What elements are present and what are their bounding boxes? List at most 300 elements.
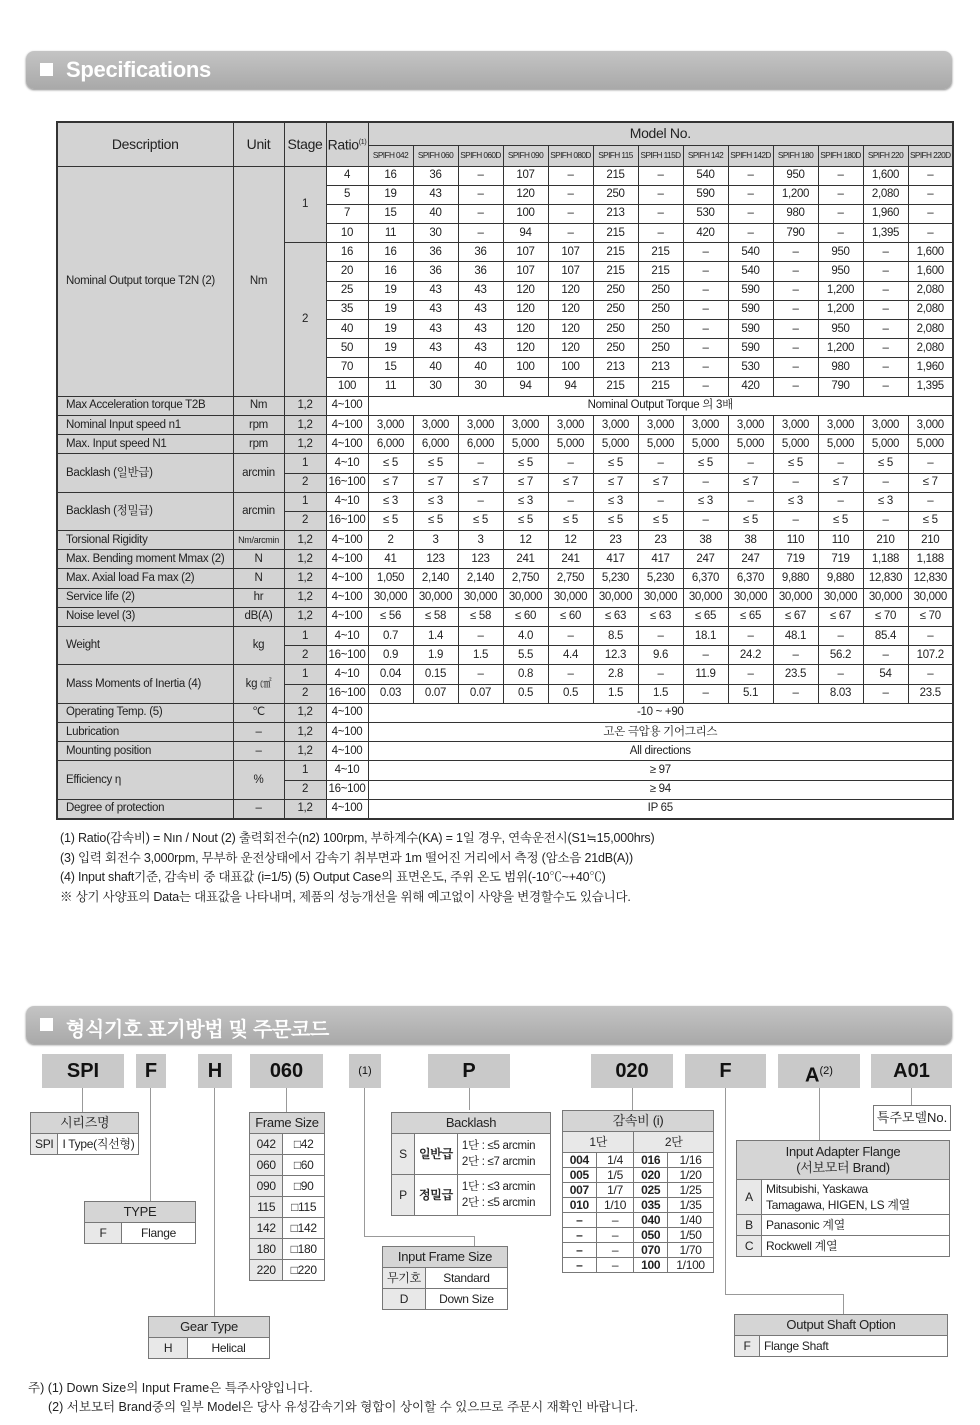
value-cell: 0.03 [368, 684, 413, 703]
value-cell: 30,000 [908, 588, 953, 607]
output-shaft-title: Output Shaft Option [735, 1315, 948, 1336]
value-cell: 719 [818, 550, 863, 569]
value-cell: – [863, 281, 908, 300]
frame-size: □220 [283, 1260, 325, 1281]
ratio-code: 010 [563, 1198, 597, 1213]
ratio-row [563, 1228, 714, 1243]
row-description: Max Acceleration torque T2B [57, 396, 233, 415]
value-cell: – [863, 262, 908, 281]
value-cell: 6,370 [728, 569, 773, 588]
value-cell: 3,000 [413, 415, 458, 434]
specifications-banner [26, 51, 952, 89]
row-unit: – [233, 722, 284, 741]
value-cell: 213 [638, 358, 683, 377]
value-cell: 3,000 [908, 415, 953, 434]
connector-line [819, 1088, 820, 1140]
output-shaft-key: F [735, 1336, 760, 1357]
value-cell: ≤ 5 [368, 511, 413, 530]
value-cell: – [683, 684, 728, 703]
value-cell: 5,000 [593, 435, 638, 454]
ratio-code: 020 [634, 1168, 668, 1183]
value-cell: 241 [548, 550, 593, 569]
value-cell: 950 [818, 320, 863, 339]
value-cell: ≤ 5 [503, 511, 548, 530]
value-cell: 250 [593, 281, 638, 300]
ratio-cell: 4~100 [326, 799, 368, 819]
value-cell: 215 [593, 262, 638, 281]
value-cell: ≤ 7 [503, 473, 548, 492]
value-cell: 2,080 [908, 300, 953, 319]
specifications-table [56, 121, 954, 820]
value-cell: 30 [413, 224, 458, 243]
value-cell: ≤ 60 [503, 607, 548, 626]
row-description: Efficiency η [57, 761, 233, 799]
backlash-title: Backlash [392, 1113, 551, 1134]
value-cell: 30,000 [413, 588, 458, 607]
value-cell: 107 [503, 166, 548, 185]
adapter-title-line1: Input Adapter Flange [785, 1144, 901, 1159]
input-adapter-table [736, 1140, 950, 1257]
stage-cell: 2 [284, 511, 326, 530]
value-cell: – [863, 243, 908, 262]
value-cell: 250 [593, 185, 638, 204]
code-ratio: 020 [591, 1054, 673, 1088]
ratio-cell: 16 [326, 243, 368, 262]
model-header: SPIFH 180D [818, 145, 863, 166]
value-cell: 1.5 [593, 684, 638, 703]
value-cell: ≤ 5 [863, 454, 908, 473]
backlash-row [392, 1175, 551, 1216]
row-unit: kg ㎠ [233, 665, 284, 703]
value-cell: – [548, 627, 593, 646]
value-cell: – [458, 492, 503, 511]
header-model-no: Model No. [368, 122, 953, 145]
value-cell: 3,000 [638, 415, 683, 434]
value-cell: 247 [728, 550, 773, 569]
backlash-row [392, 1134, 551, 1175]
stage-cell: 1,2 [284, 607, 326, 626]
frame-code: 115 [250, 1197, 283, 1218]
ratio-cell: 4~100 [326, 588, 368, 607]
stage-cell: 1,2 [284, 742, 326, 761]
ratio-cell: 100 [326, 377, 368, 396]
value-cell: – [728, 627, 773, 646]
ratio-fraction: 1/25 [668, 1183, 714, 1198]
note-line: (3) 입력 회전수 3,000rpm, 무부하 운전상태에서 감속기 취부면과 1m 떨어진 거리에서 측정 (암소음 21dB(A)) [60, 850, 633, 865]
backlash-spec [457, 1134, 550, 1175]
value-cell: 6,370 [683, 569, 728, 588]
value-cell: 43 [413, 320, 458, 339]
value-cell: 590 [728, 320, 773, 339]
value-cell: ≤ 56 [368, 607, 413, 626]
value-cell: 3,000 [863, 415, 908, 434]
value-cell: 24.2 [728, 646, 773, 665]
ratio-fraction: 1/70 [668, 1243, 714, 1258]
value-cell: ≤ 67 [818, 607, 863, 626]
stage-cell: 1,2 [284, 588, 326, 607]
value-cell: – [683, 262, 728, 281]
value-cell: 215 [593, 166, 638, 185]
value-cell: – [863, 300, 908, 319]
ratio-cell: 10 [326, 224, 368, 243]
connector-line [725, 1294, 843, 1295]
connector-line [82, 1088, 83, 1112]
value-cell: ≤ 7 [818, 473, 863, 492]
series-value: I Type(직선형) [58, 1134, 139, 1155]
value-cell: 19 [368, 281, 413, 300]
row-unit: kg [233, 627, 284, 665]
output-shaft-table [734, 1314, 948, 1357]
connector-line [150, 1088, 151, 1202]
stage-cell: 2 [284, 684, 326, 703]
value-cell: – [638, 224, 683, 243]
output-shaft-value: Flange Shaft [760, 1336, 948, 1357]
value-cell: ≤ 5 [773, 454, 818, 473]
value-cell: 120 [548, 281, 593, 300]
table-row [57, 703, 953, 722]
value-cell: 4.0 [503, 627, 548, 646]
value-cell: ≤ 5 [458, 511, 503, 530]
value-cell: 120 [548, 320, 593, 339]
value-cell: 12,830 [863, 569, 908, 588]
value-cell: ≤ 3 [593, 492, 638, 511]
value-cell: 1,200 [818, 339, 863, 358]
value-cell: 5,000 [818, 435, 863, 454]
model-header: SPIFH 142D [728, 145, 773, 166]
ratio-cell: 4~10 [326, 492, 368, 511]
value-cell: 107 [503, 243, 548, 262]
value-cell: – [863, 473, 908, 492]
frame-size: □60 [283, 1155, 325, 1176]
value-cell: 12.3 [593, 646, 638, 665]
value-cell: 30 [458, 377, 503, 396]
value-cell: 123 [413, 550, 458, 569]
value-cell: ≤ 5 [368, 454, 413, 473]
value-cell: 9,880 [818, 569, 863, 588]
stage-cell: 1,2 [284, 396, 326, 415]
code-input-frame: (1) [349, 1054, 381, 1088]
value-cell: 1,395 [863, 224, 908, 243]
value-cell: 247 [683, 550, 728, 569]
value-cell: 120 [548, 339, 593, 358]
value-cell: – [683, 320, 728, 339]
value-cell: 107 [503, 262, 548, 281]
value-cell: 0.8 [503, 665, 548, 684]
value-cell: – [818, 185, 863, 204]
value-cell: 213 [593, 358, 638, 377]
ratio-code: – [563, 1228, 597, 1243]
adapter-brand-line: Rockwell 계열 [766, 1239, 838, 1253]
gear-type-table [148, 1316, 270, 1359]
connector-line [843, 1294, 844, 1314]
input-frame-value: Down Size [425, 1289, 507, 1310]
table-row [57, 627, 953, 646]
table-row [57, 588, 953, 607]
value-cell: 950 [818, 243, 863, 262]
value-cell: 30,000 [818, 588, 863, 607]
connector-line [286, 1088, 287, 1112]
table-row [57, 166, 953, 185]
value-cell: – [728, 665, 773, 684]
table-row [57, 415, 953, 434]
value-cell: – [728, 454, 773, 473]
value-cell: – [728, 204, 773, 223]
torque-unit: Nm [233, 166, 284, 396]
value-cell: 590 [683, 185, 728, 204]
connector-line [474, 1236, 475, 1246]
value-cell: 950 [773, 166, 818, 185]
ratio-cell: 4~10 [326, 665, 368, 684]
stage-cell: 1 [284, 492, 326, 511]
value-cell: – [818, 224, 863, 243]
row-description: Max. Input speed N1 [57, 435, 233, 454]
stage-cell: 1,2 [284, 703, 326, 722]
ratio-code: 035 [634, 1198, 668, 1213]
input-frame-row [383, 1268, 508, 1289]
value-cell: 30,000 [683, 588, 728, 607]
value-cell: 0.07 [413, 684, 458, 703]
frame-size: □180 [283, 1239, 325, 1260]
value-cell: 417 [593, 550, 638, 569]
frame-row [250, 1134, 325, 1155]
value-cell: 3,000 [458, 415, 503, 434]
value-cell: – [548, 166, 593, 185]
merged-value-cell: IP 65 [368, 799, 953, 819]
model-header: SPIFH 060 [413, 145, 458, 166]
model-header: SPIFH 115 [593, 145, 638, 166]
value-cell: – [863, 377, 908, 396]
value-cell: ≤ 7 [728, 473, 773, 492]
value-cell: ≤ 3 [773, 492, 818, 511]
value-cell: 2 [368, 531, 413, 550]
value-cell: – [863, 684, 908, 703]
value-cell: 5,000 [863, 435, 908, 454]
backlash-stage1: 1단 : ≤5 arcmin [461, 1140, 536, 1152]
value-cell: 0.04 [368, 665, 413, 684]
frame-code: 220 [250, 1260, 283, 1281]
ratio-fraction: 1/5 [596, 1168, 634, 1183]
ratio-row [563, 1153, 714, 1168]
value-cell: ≤ 5 [728, 511, 773, 530]
value-cell: – [728, 492, 773, 511]
value-cell: 16 [368, 243, 413, 262]
torque-description: Nominal Output torque T2N (2) [57, 166, 233, 396]
value-cell: 8.03 [818, 684, 863, 703]
backlash-key: P [392, 1175, 415, 1216]
value-cell: 3,000 [503, 415, 548, 434]
input-frame-key: 무기호 [383, 1268, 426, 1289]
value-cell: 1.5 [458, 646, 503, 665]
value-cell: 15 [368, 204, 413, 223]
ratio-code: – [563, 1258, 597, 1273]
ratio-row [563, 1168, 714, 1183]
value-cell: 30,000 [458, 588, 503, 607]
value-cell: – [908, 627, 953, 646]
value-cell: – [908, 204, 953, 223]
table-row [57, 799, 953, 819]
value-cell: – [638, 204, 683, 223]
row-description: Max. Axial load Fa max (2) [57, 569, 233, 588]
value-cell: 5,000 [683, 435, 728, 454]
ratio-cell: 4~10 [326, 761, 368, 780]
value-cell: – [818, 492, 863, 511]
ratio-cell: 7 [326, 204, 368, 223]
value-cell: – [818, 627, 863, 646]
value-cell: 11 [368, 224, 413, 243]
section-title: Specifications [66, 57, 211, 82]
value-cell: ≤ 70 [908, 607, 953, 626]
row-description: Lubrication [57, 722, 233, 741]
gear-type-key: H [149, 1338, 188, 1359]
value-cell: 43 [458, 320, 503, 339]
value-cell: – [638, 492, 683, 511]
adapter-key: C [737, 1236, 762, 1257]
value-cell: 94 [548, 377, 593, 396]
value-cell: 241 [503, 550, 548, 569]
ratio-fraction: – [596, 1228, 634, 1243]
value-cell: ≤ 7 [593, 473, 638, 492]
value-cell: ≤ 3 [683, 492, 728, 511]
value-cell: – [458, 185, 503, 204]
stage-cell: 1,2 [284, 722, 326, 741]
ratio-code: 005 [563, 1168, 597, 1183]
value-cell: 215 [593, 224, 638, 243]
value-cell: 6,000 [368, 435, 413, 454]
value-cell: – [908, 166, 953, 185]
value-cell: 11.9 [683, 665, 728, 684]
backlash-stage2: 2단 : ≤7 arcmin [461, 1156, 536, 1168]
value-cell: 530 [728, 358, 773, 377]
input-frame-row [383, 1289, 508, 1310]
table-row [57, 742, 953, 761]
value-cell: – [773, 300, 818, 319]
value-cell: 5,000 [908, 435, 953, 454]
ratio-table [562, 1110, 714, 1273]
value-cell: 43 [458, 339, 503, 358]
value-cell: 3,000 [773, 415, 818, 434]
backlash-grade: 일반급 [415, 1134, 458, 1175]
value-cell: 1,600 [908, 243, 953, 262]
adapter-brand-line: Panasonic 계열 [766, 1218, 845, 1232]
adapter-key: A [737, 1180, 762, 1215]
value-cell: 107 [548, 243, 593, 262]
value-cell: 250 [593, 320, 638, 339]
frame-row [250, 1218, 325, 1239]
row-unit: rpm [233, 435, 284, 454]
value-cell: – [683, 473, 728, 492]
value-cell: 36 [413, 262, 458, 281]
value-cell: 43 [413, 300, 458, 319]
merged-value-cell: Nominal Output Torque 의 3배 [368, 396, 953, 415]
stage-cell: 1,2 [284, 531, 326, 550]
ratio-fraction: 1/50 [668, 1228, 714, 1243]
value-cell: ≤ 58 [458, 607, 503, 626]
frame-code: 090 [250, 1176, 283, 1197]
table-row [57, 550, 953, 569]
row-description: Mounting position [57, 742, 233, 761]
frame-code: 142 [250, 1218, 283, 1239]
value-cell: 43 [458, 300, 503, 319]
input-frame-value: Standard [425, 1268, 507, 1289]
value-cell: – [638, 166, 683, 185]
model-header: SPIFH 090 [503, 145, 548, 166]
value-cell: 250 [638, 300, 683, 319]
value-cell: ≤ 5 [683, 454, 728, 473]
value-cell: 210 [908, 531, 953, 550]
ratio-cell: 70 [326, 358, 368, 377]
ratio-cell: 4~100 [326, 607, 368, 626]
value-cell: 5,000 [728, 435, 773, 454]
value-cell: ≤ 5 [593, 511, 638, 530]
value-cell: ≤ 65 [728, 607, 773, 626]
value-cell: 213 [593, 204, 638, 223]
frame-size: □42 [283, 1134, 325, 1155]
value-cell: 3 [458, 531, 503, 550]
value-cell: 980 [773, 204, 818, 223]
table-row [57, 531, 953, 550]
value-cell: 38 [728, 531, 773, 550]
value-cell: 19 [368, 300, 413, 319]
value-cell: – [773, 358, 818, 377]
value-cell: 94 [503, 377, 548, 396]
ratio-cell: 16~100 [326, 473, 368, 492]
ratio-cell: 16~100 [326, 780, 368, 799]
table-row [57, 722, 953, 741]
value-cell: – [863, 358, 908, 377]
ratio-fraction: – [596, 1243, 634, 1258]
value-cell: ≤ 3 [413, 492, 458, 511]
ratio-stage1-header: 1단 [563, 1132, 634, 1153]
row-description: Service life (2) [57, 588, 233, 607]
stage-cell: 2 [284, 646, 326, 665]
value-cell: 16 [368, 262, 413, 281]
adapter-title-line2: (서보모터 Brand) [796, 1160, 890, 1175]
value-cell: 30,000 [593, 588, 638, 607]
ratio-fraction: – [596, 1213, 634, 1228]
value-cell: – [773, 646, 818, 665]
backlash-spec [457, 1175, 550, 1216]
value-cell: 9.6 [638, 646, 683, 665]
stage-cell: 2 [284, 243, 326, 397]
value-cell: 1,600 [908, 262, 953, 281]
value-cell: 107.2 [908, 646, 953, 665]
code-gear: H [198, 1054, 232, 1088]
value-cell: 3,000 [593, 415, 638, 434]
connector-line [214, 1088, 215, 1316]
section-title: 형식기호 표기방법 및 주문코드 [66, 1019, 330, 1041]
value-cell: ≤ 3 [863, 492, 908, 511]
value-cell: 210 [863, 531, 908, 550]
row-unit: % [233, 761, 284, 799]
frame-row [250, 1197, 325, 1218]
value-cell: 5,000 [773, 435, 818, 454]
value-cell: 2,140 [413, 569, 458, 588]
input-frame-table [382, 1246, 508, 1310]
value-cell: – [773, 684, 818, 703]
frame-code: 042 [250, 1134, 283, 1155]
ratio-fraction: – [596, 1258, 634, 1273]
value-cell: – [683, 281, 728, 300]
value-cell: 5.5 [503, 646, 548, 665]
code-adapter [778, 1054, 860, 1088]
value-cell: 36 [458, 262, 503, 281]
row-unit: hr [233, 588, 284, 607]
adapter-brand-line: Tamagawa, HIGEN, LS 계열 [766, 1198, 910, 1212]
frame-size-table [249, 1112, 325, 1281]
value-cell: 790 [773, 224, 818, 243]
value-cell: 1,960 [863, 204, 908, 223]
value-cell: ≤ 5 [503, 454, 548, 473]
